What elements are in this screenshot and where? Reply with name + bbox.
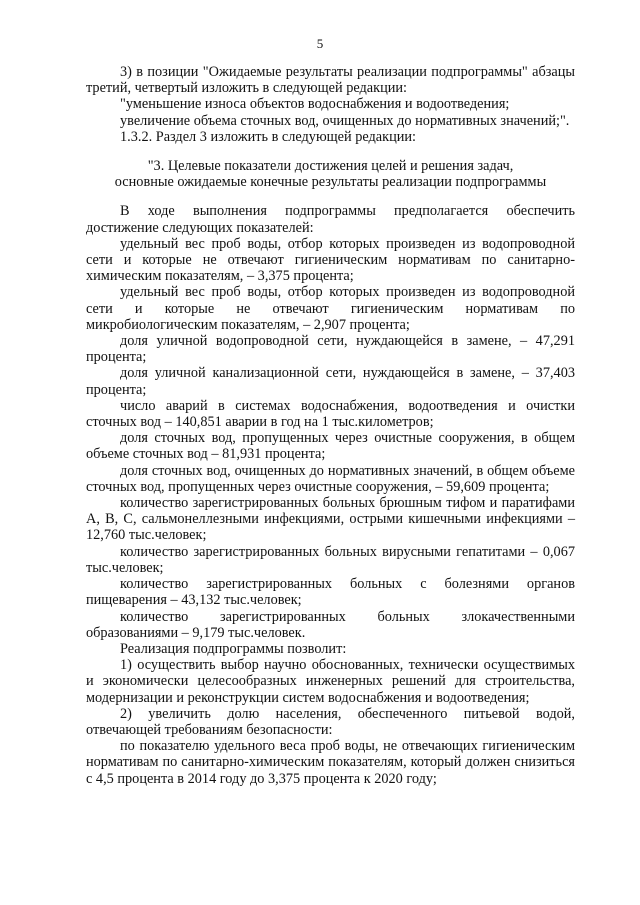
section-heading-line: "3. Целевые показатели достижения целей и решения задач,: [147, 158, 514, 175]
indicator-item: количество зарегистрированных больных злокачественными образованиями – 9,179 тыс.человек.: [86, 608, 575, 641]
indicator-item: доля уличной водопроводной сети, нуждающейся в замене, – 47,291 процента;: [86, 333, 575, 366]
document-body: [86, 64, 575, 787]
indicator-item: количество зарегистрированных больных с болезнями органов пищеварения – 43,132 тыс.человек;: [86, 576, 575, 609]
indicator-item: доля уличной канализационной сети, нуждающейся в замене, – 37,403 процента;: [86, 365, 575, 398]
paragraph: 3) в позиции "Ожидаемые результаты реализации подпрограммы" абзацы третий, четвертый изложить в следующей редакции:: [86, 64, 575, 97]
paragraph: увеличение объема сточных вод, очищенных до нормативных значений;".: [120, 112, 570, 129]
section-heading: [86, 158, 575, 190]
page-number: 5: [316, 36, 324, 51]
result-item: 1) осуществить выбор научно обоснованных, технически осуществимых и экономически целесообразных инженерных решений для строительства, модернизации и реконструкции систем водоснабжения и водоотведения;: [86, 657, 575, 706]
indicator-item: удельный вес проб воды, отбор которых произведен из водопроводной сети и которые не отвечают гигиеническим нормативам по микробиологическим показателям, – 2,907 процента;: [86, 284, 575, 333]
indicator-item: удельный вес проб воды, отбор которых произведен из водопроводной сети и которые не отвечают гигиеническим нормативам по санитарно-химическим показателям, – 3,375 процента;: [86, 235, 575, 285]
paragraph: "уменьшение износа объектов водоснабжения и водоотведения;: [120, 96, 510, 113]
indicator-item: доля сточных вод, пропущенных через очистные сооружения, в общем объеме сточных вод – 81,931 процента;: [86, 430, 575, 463]
paragraph: 1.3.2. Раздел 3 изложить в следующей редакции:: [120, 128, 417, 145]
indicator-item: количество зарегистрированных больных вирусными гепатитами – 0,067 тыс.человек;: [86, 543, 575, 576]
result-item: 2) увеличить долю населения, обеспеченного питьевой водой, отвечающей требованиям безопасности:: [86, 705, 575, 738]
indicator-item: доля сточных вод, очищенных до нормативных значений, в общем объеме сточных вод, пропущенных через очистные сооружения, – 59,609 процента;: [86, 462, 575, 495]
indicator-item: количество зарегистрированных больных брюшным тифом и паратифами А, В, С, сальмонеллезными инфекциями, острыми кишечными инфекциями – 12,760 тыс.человек;: [86, 495, 575, 544]
indicator-item: число аварий в системах водоснабжения, водоотведения и очистки сточных вод – 140,851 аварии в год на 1 тыс.километров;: [86, 397, 575, 431]
section-heading-line: основные ожидаемые конечные результаты реализации подпрограммы: [114, 174, 547, 191]
paragraph: Реализация подпрограммы позволит:: [120, 640, 347, 657]
result-item: по показателю удельного веса проб воды, не отвечающих гигиеническим нормативам по санитарно-химическим показателям, который должен снизиться с 4,5 процента в 2014 году до 3,375 процента к 2020 году;: [86, 738, 575, 787]
paragraph: В ходе выполнения подпрограммы предполагается обеспечить достижение следующих показателей:: [86, 203, 575, 236]
